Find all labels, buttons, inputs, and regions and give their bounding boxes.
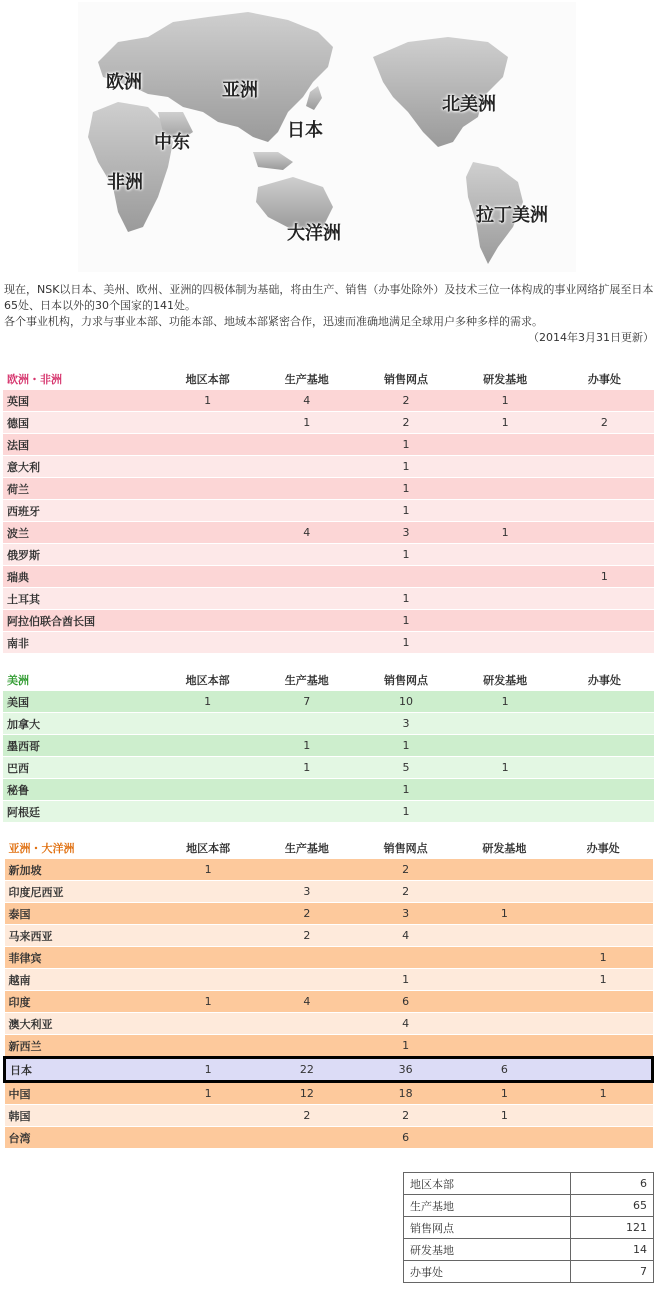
count-cell — [158, 757, 257, 779]
table-row — [5, 1035, 653, 1058]
count-cell: 3 — [356, 903, 455, 925]
count-cell: 6 — [455, 1058, 554, 1082]
count-cell: 1 — [356, 801, 455, 823]
table-row — [3, 478, 654, 500]
country-name: 新加坡 — [5, 859, 159, 881]
table-header-row — [5, 837, 653, 859]
map-label-latin-america: 拉丁美洲 — [476, 205, 548, 226]
count-cell: 2 — [258, 925, 357, 947]
table-row — [5, 1082, 653, 1105]
count-cell — [555, 434, 654, 456]
count-cell — [555, 713, 654, 735]
table-row — [5, 859, 653, 881]
count-cell — [455, 1013, 554, 1035]
summary-value: 6 — [571, 1173, 654, 1195]
count-cell: 1 — [456, 412, 555, 434]
count-cell — [158, 735, 257, 757]
region-name-americas: 美洲 — [3, 669, 158, 691]
count-cell — [356, 947, 455, 969]
count-cell — [455, 925, 554, 947]
count-cell — [257, 544, 356, 566]
country-name: 台湾 — [5, 1127, 159, 1149]
count-cell — [258, 1035, 357, 1058]
column-header: 销售网点 — [356, 669, 455, 691]
map-label-japan: 日本 — [287, 120, 323, 141]
count-cell: 4 — [258, 991, 357, 1013]
count-cell: 10 — [356, 691, 455, 713]
country-name: 意大利 — [3, 456, 158, 478]
column-header: 地区本部 — [158, 368, 257, 390]
summary-row — [404, 1173, 654, 1195]
count-cell: 1 — [455, 903, 554, 925]
count-cell — [455, 1127, 554, 1149]
country-name: 巴西 — [3, 757, 158, 779]
count-cell: 1 — [159, 991, 258, 1013]
column-header: 办事处 — [554, 837, 653, 859]
count-cell — [258, 1013, 357, 1035]
count-cell — [554, 1035, 653, 1058]
country-name: 秘鲁 — [3, 779, 158, 801]
count-cell — [554, 1058, 653, 1082]
count-cell — [257, 588, 356, 610]
count-cell — [455, 1035, 554, 1058]
count-cell — [257, 610, 356, 632]
count-cell — [258, 859, 357, 881]
column-header: 销售网点 — [356, 368, 455, 390]
count-cell — [159, 925, 258, 947]
count-cell — [555, 779, 654, 801]
summary-value: 65 — [571, 1195, 654, 1217]
count-cell: 1 — [356, 478, 455, 500]
country-name: 西班牙 — [3, 500, 158, 522]
country-name: 法国 — [3, 434, 158, 456]
table-row — [3, 632, 654, 654]
country-name: 新西兰 — [5, 1035, 159, 1058]
table-americas — [3, 669, 654, 823]
count-cell — [455, 859, 554, 881]
count-cell: 7 — [257, 691, 356, 713]
count-cell — [456, 566, 555, 588]
count-cell — [456, 713, 555, 735]
count-cell — [158, 713, 257, 735]
count-cell: 4 — [356, 925, 455, 947]
count-cell — [456, 610, 555, 632]
table-row — [3, 500, 654, 522]
table-row — [3, 757, 654, 779]
column-header: 地区本部 — [158, 669, 257, 691]
count-cell — [158, 434, 257, 456]
table-row — [3, 779, 654, 801]
count-cell: 1 — [159, 1082, 258, 1105]
country-name: 美国 — [3, 691, 158, 713]
count-cell — [356, 566, 455, 588]
summary-row — [404, 1261, 654, 1283]
count-cell — [257, 632, 356, 654]
count-cell — [555, 544, 654, 566]
count-cell: 1 — [356, 544, 455, 566]
count-cell — [554, 991, 653, 1013]
count-cell — [257, 801, 356, 823]
table-row — [3, 544, 654, 566]
count-cell — [158, 566, 257, 588]
count-cell — [554, 859, 653, 881]
count-cell: 1 — [356, 969, 455, 991]
count-cell: 3 — [258, 881, 357, 903]
region-name-europe-africa: 欧洲・非洲 — [3, 368, 158, 390]
country-name: 加拿大 — [3, 713, 158, 735]
country-name: 德国 — [3, 412, 158, 434]
count-cell: 2 — [258, 1105, 357, 1127]
count-cell — [158, 412, 257, 434]
count-cell: 1 — [356, 434, 455, 456]
count-cell — [258, 969, 357, 991]
count-cell — [555, 500, 654, 522]
country-name: 马来西亚 — [5, 925, 159, 947]
country-name: 越南 — [5, 969, 159, 991]
count-cell — [555, 757, 654, 779]
table-row — [3, 522, 654, 544]
count-cell — [159, 969, 258, 991]
count-cell: 4 — [257, 390, 356, 412]
country-name: 日本 — [5, 1058, 159, 1082]
count-cell: 1 — [555, 566, 654, 588]
count-cell: 2 — [356, 881, 455, 903]
count-cell: 1 — [356, 456, 455, 478]
count-cell — [158, 779, 257, 801]
country-name: 阿根廷 — [3, 801, 158, 823]
count-cell: 3 — [356, 522, 455, 544]
count-cell — [554, 925, 653, 947]
table-header-row — [3, 669, 654, 691]
count-cell — [456, 456, 555, 478]
count-cell — [257, 500, 356, 522]
count-cell: 1 — [356, 610, 455, 632]
count-cell: 2 — [356, 859, 455, 881]
count-cell: 5 — [356, 757, 455, 779]
count-cell: 1 — [356, 632, 455, 654]
column-header: 办事处 — [555, 368, 654, 390]
map-label-oceania: 大洋洲 — [287, 223, 341, 244]
country-name: 英国 — [3, 390, 158, 412]
count-cell: 1 — [257, 757, 356, 779]
count-cell: 2 — [356, 390, 455, 412]
count-cell — [554, 881, 653, 903]
country-name: 荷兰 — [3, 478, 158, 500]
country-name: 瑞典 — [3, 566, 158, 588]
count-cell — [158, 610, 257, 632]
count-cell — [258, 1127, 357, 1149]
count-cell — [456, 801, 555, 823]
table-row — [5, 991, 653, 1013]
count-cell — [455, 947, 554, 969]
count-cell — [257, 779, 356, 801]
table-row — [3, 412, 654, 434]
count-cell — [554, 1013, 653, 1035]
count-cell — [455, 991, 554, 1013]
table-row — [5, 947, 653, 969]
summary-table — [403, 1172, 654, 1283]
count-cell — [456, 588, 555, 610]
count-cell — [159, 1013, 258, 1035]
count-cell — [456, 779, 555, 801]
count-cell: 1 — [257, 735, 356, 757]
summary-row — [404, 1217, 654, 1239]
count-cell: 1 — [455, 1082, 554, 1105]
count-cell: 1 — [158, 390, 257, 412]
count-cell — [158, 478, 257, 500]
count-cell: 6 — [356, 1127, 455, 1149]
region-name-asia-oceania: 亚洲・大洋洲 — [5, 837, 159, 859]
table-row — [3, 434, 654, 456]
count-cell — [257, 434, 356, 456]
country-name: 南非 — [3, 632, 158, 654]
table-row — [3, 801, 654, 823]
summary-row — [404, 1239, 654, 1261]
summary-value: 121 — [571, 1217, 654, 1239]
count-cell — [159, 1035, 258, 1058]
table-row — [5, 1105, 653, 1127]
table-row — [5, 903, 653, 925]
count-cell — [257, 478, 356, 500]
count-cell — [158, 522, 257, 544]
count-cell: 1 — [356, 779, 455, 801]
count-cell — [555, 588, 654, 610]
intro-line-2: 各个事业机构，力求与事业本部、功能本部、地域本部紧密合作，迅速而准确地满足全球用户多种多样的需求。 — [4, 315, 543, 328]
count-cell: 18 — [356, 1082, 455, 1105]
count-cell: 3 — [356, 713, 455, 735]
country-name: 菲律宾 — [5, 947, 159, 969]
count-cell — [159, 1127, 258, 1149]
count-cell — [555, 801, 654, 823]
count-cell: 1 — [554, 947, 653, 969]
count-cell — [456, 632, 555, 654]
updated-date: （2014年3月31日更新） — [528, 331, 654, 344]
table-row — [3, 588, 654, 610]
count-cell — [555, 735, 654, 757]
count-cell — [158, 456, 257, 478]
count-cell: 2 — [356, 412, 455, 434]
count-cell: 1 — [159, 1058, 258, 1082]
count-cell — [158, 544, 257, 566]
summary-row — [404, 1195, 654, 1217]
table-row — [5, 1127, 653, 1149]
count-cell — [555, 478, 654, 500]
table-row — [3, 713, 654, 735]
count-cell — [159, 1105, 258, 1127]
count-cell: 2 — [258, 903, 357, 925]
count-cell — [456, 500, 555, 522]
table-row — [3, 456, 654, 478]
count-cell: 22 — [258, 1058, 357, 1082]
column-header: 办事处 — [555, 669, 654, 691]
count-cell — [554, 1105, 653, 1127]
country-name: 泰国 — [5, 903, 159, 925]
table-row — [3, 566, 654, 588]
column-header: 地区本部 — [159, 837, 258, 859]
count-cell — [257, 456, 356, 478]
count-cell: 1 — [456, 522, 555, 544]
count-cell — [555, 522, 654, 544]
count-cell — [555, 390, 654, 412]
count-cell: 1 — [356, 588, 455, 610]
count-cell — [554, 1127, 653, 1149]
summary-label: 销售网点 — [404, 1217, 571, 1239]
country-name: 印度 — [5, 991, 159, 1013]
count-cell — [158, 588, 257, 610]
table-asia-oceania — [3, 837, 654, 1149]
column-header: 研发基地 — [456, 669, 555, 691]
count-cell: 4 — [356, 1013, 455, 1035]
map-label-middle-east: 中东 — [154, 132, 190, 153]
column-header: 研发基地 — [456, 368, 555, 390]
count-cell: 1 — [159, 859, 258, 881]
table-header-row — [3, 368, 654, 390]
country-name: 澳大利亚 — [5, 1013, 159, 1035]
count-cell — [159, 881, 258, 903]
count-cell: 1 — [456, 691, 555, 713]
count-cell: 2 — [356, 1105, 455, 1127]
count-cell — [455, 881, 554, 903]
summary-label: 办事处 — [404, 1261, 571, 1283]
table-europe-africa — [3, 368, 654, 654]
table-row — [3, 390, 654, 412]
column-header: 生产基地 — [258, 837, 357, 859]
count-cell: 1 — [158, 691, 257, 713]
count-cell: 1 — [356, 1035, 455, 1058]
count-cell — [158, 500, 257, 522]
column-header: 研发基地 — [455, 837, 554, 859]
country-name: 墨西哥 — [3, 735, 158, 757]
map-label-africa: 非洲 — [107, 172, 143, 193]
count-cell: 1 — [356, 735, 455, 757]
count-cell — [555, 691, 654, 713]
count-cell — [257, 713, 356, 735]
count-cell — [158, 632, 257, 654]
count-cell: 1 — [456, 757, 555, 779]
summary-value: 7 — [571, 1261, 654, 1283]
country-name: 韩国 — [5, 1105, 159, 1127]
column-header: 生产基地 — [257, 669, 356, 691]
count-cell: 1 — [554, 969, 653, 991]
country-name: 中国 — [5, 1082, 159, 1105]
count-cell: 1 — [456, 390, 555, 412]
count-cell: 1 — [554, 1082, 653, 1105]
count-cell: 36 — [356, 1058, 455, 1082]
count-cell: 1 — [455, 1105, 554, 1127]
count-cell — [456, 544, 555, 566]
intro-line-1: 现在，NSK以日本、美州、欧州、亚洲的四极体制为基础，将由生产、销售（办事处除外）及技术三位一体构成的事业网络扩展至日本65处、日本以外的30个国家的141处。 — [4, 283, 654, 312]
count-cell — [456, 735, 555, 757]
summary-label: 地区本部 — [404, 1173, 571, 1195]
summary-label: 生产基地 — [404, 1195, 571, 1217]
count-cell — [158, 801, 257, 823]
table-row — [5, 925, 653, 947]
count-cell: 2 — [555, 412, 654, 434]
count-cell — [554, 903, 653, 925]
count-cell — [159, 903, 258, 925]
column-header: 销售网点 — [356, 837, 455, 859]
table-row — [5, 969, 653, 991]
count-cell — [555, 632, 654, 654]
count-cell — [456, 478, 555, 500]
table-row — [5, 1013, 653, 1035]
summary-value: 14 — [571, 1239, 654, 1261]
count-cell — [555, 456, 654, 478]
count-cell: 12 — [258, 1082, 357, 1105]
count-cell: 1 — [356, 500, 455, 522]
country-name: 俄罗斯 — [3, 544, 158, 566]
country-name: 印度尼西亚 — [5, 881, 159, 903]
map-label-asia: 亚洲 — [222, 80, 258, 101]
count-cell — [456, 434, 555, 456]
count-cell: 1 — [257, 412, 356, 434]
map-label-north-america: 北美洲 — [442, 94, 496, 115]
count-cell — [257, 566, 356, 588]
summary-label: 研发基地 — [404, 1239, 571, 1261]
table-row — [5, 881, 653, 903]
world-map — [78, 2, 576, 272]
count-cell — [455, 969, 554, 991]
count-cell — [159, 947, 258, 969]
table-row — [3, 610, 654, 632]
count-cell: 4 — [257, 522, 356, 544]
country-name: 阿拉伯联合酋长国 — [3, 610, 158, 632]
table-row — [3, 691, 654, 713]
country-name: 土耳其 — [3, 588, 158, 610]
count-cell: 6 — [356, 991, 455, 1013]
map-label-europe: 欧洲 — [106, 72, 142, 93]
count-cell — [555, 610, 654, 632]
intro-text — [4, 282, 654, 346]
country-name: 波兰 — [3, 522, 158, 544]
count-cell — [258, 947, 357, 969]
column-header: 生产基地 — [257, 368, 356, 390]
table-row — [3, 735, 654, 757]
table-row — [5, 1058, 653, 1082]
